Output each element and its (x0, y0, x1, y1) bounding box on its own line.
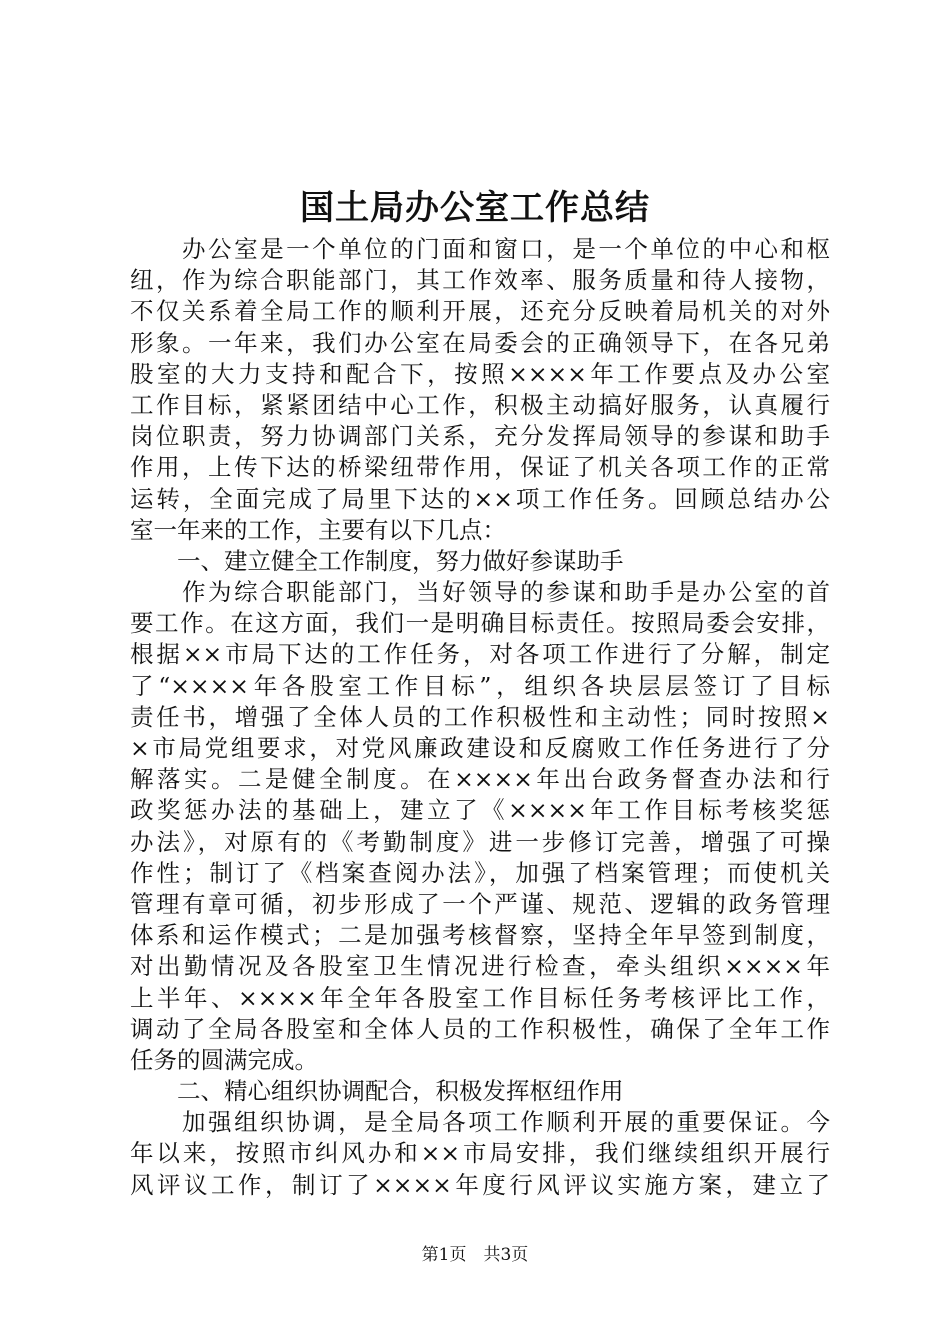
text-line: 要工作。在这方面，我们一是明确目标责任。按照局委会安排， (130, 609, 830, 638)
text-line: 年以来，按照市纠风办和××市局安排，我们继续组织开展行 (130, 1139, 830, 1168)
text-line: 政奖惩办法的基础上，建立了《××××年工作目标考核奖惩 (130, 796, 830, 825)
text-line: 上半年、××××年全年各股室工作目标任务考核评比工作， (130, 983, 830, 1012)
document-body (130, 234, 830, 1201)
text-line: 二、精心组织协调配合，积极发挥枢纽作用 (130, 1077, 624, 1106)
text-line: 作为综合职能部门，当好领导的参谋和助手是办公室的首 (130, 578, 830, 607)
text-line: 办法》，对原有的《考勤制度》进一步修订完善，增强了可操 (130, 827, 830, 856)
text-line: 根据××市局下达的工作任务，对各项工作进行了分解，制定 (130, 640, 830, 669)
text-line: 股室的大力支持和配合下，按照××××年工作要点及办公室 (130, 359, 830, 388)
text-line: 形象。一年来，我们办公室在局委会的正确领导下，在各兄弟 (130, 328, 830, 357)
text-line: 工作目标，紧紧团结中心工作，积极主动搞好服务，认真履行 (130, 390, 830, 419)
text-line: 体系和运作模式；二是加强考核督察，坚持全年早签到制度， (130, 921, 830, 950)
text-line: ×市局党组要求，对党风廉政建设和反腐败工作任务进行了分 (130, 734, 830, 762)
text-line: 管理有章可循，初步形成了一个严谨、规范、逻辑的政务管理 (130, 889, 830, 918)
text-line: 解落实。二是健全制度。在××××年出台政务督查办法和行 (130, 765, 830, 794)
text-line: 作性；制订了《档案查阅办法》，加强了档案管理；而使机关 (130, 858, 830, 887)
text-line: 纽，作为综合职能部门，其工作效率、服务质量和待人接物， (130, 266, 830, 295)
text-line: 风评议工作，制订了××××年度行风评议实施方案，建立了 (130, 1170, 830, 1199)
text-line: 了“××××年各股室工作目标”，组织各块层层签订了目标 (130, 671, 830, 700)
text-line: 岗位职责，努力协调部门关系，充分发挥局领导的参谋和助手 (130, 422, 830, 451)
text-line: 室一年来的工作，主要有以下几点： (130, 515, 506, 544)
text-line: 责任书，增强了全体人员的工作积极性和主动性；同时按照× (130, 702, 830, 731)
text-line: 调动了全局各股室和全体人员的工作积极性，确保了全年工作 (130, 1014, 830, 1043)
text-line: 对出勤情况及各股室卫生情况进行检查，牵头组织××××年 (130, 952, 830, 981)
text-line: 加强组织协调，是全局各项工作顺利开展的重要保证。今 (130, 1108, 830, 1137)
text-line: 运转，全面完成了局里下达的××项工作任务。回顾总结办公 (130, 484, 830, 513)
page-footer: 第1页 共3页 (421, 1245, 529, 1265)
document-title: 国土局办公室工作总结 (300, 188, 650, 228)
text-line: 办公室是一个单位的门面和窗口，是一个单位的中心和枢 (130, 235, 830, 263)
text-line: 任务的圆满完成。 (130, 1045, 318, 1074)
text-line: 一、建立健全工作制度，努力做好参谋助手 (130, 546, 624, 575)
text-line: 作用，上传下达的桥梁纽带作用，保证了机关各项工作的正常 (130, 453, 830, 482)
text-line: 不仅关系着全局工作的顺利开展，还充分反映着局机关的对外 (130, 297, 830, 326)
